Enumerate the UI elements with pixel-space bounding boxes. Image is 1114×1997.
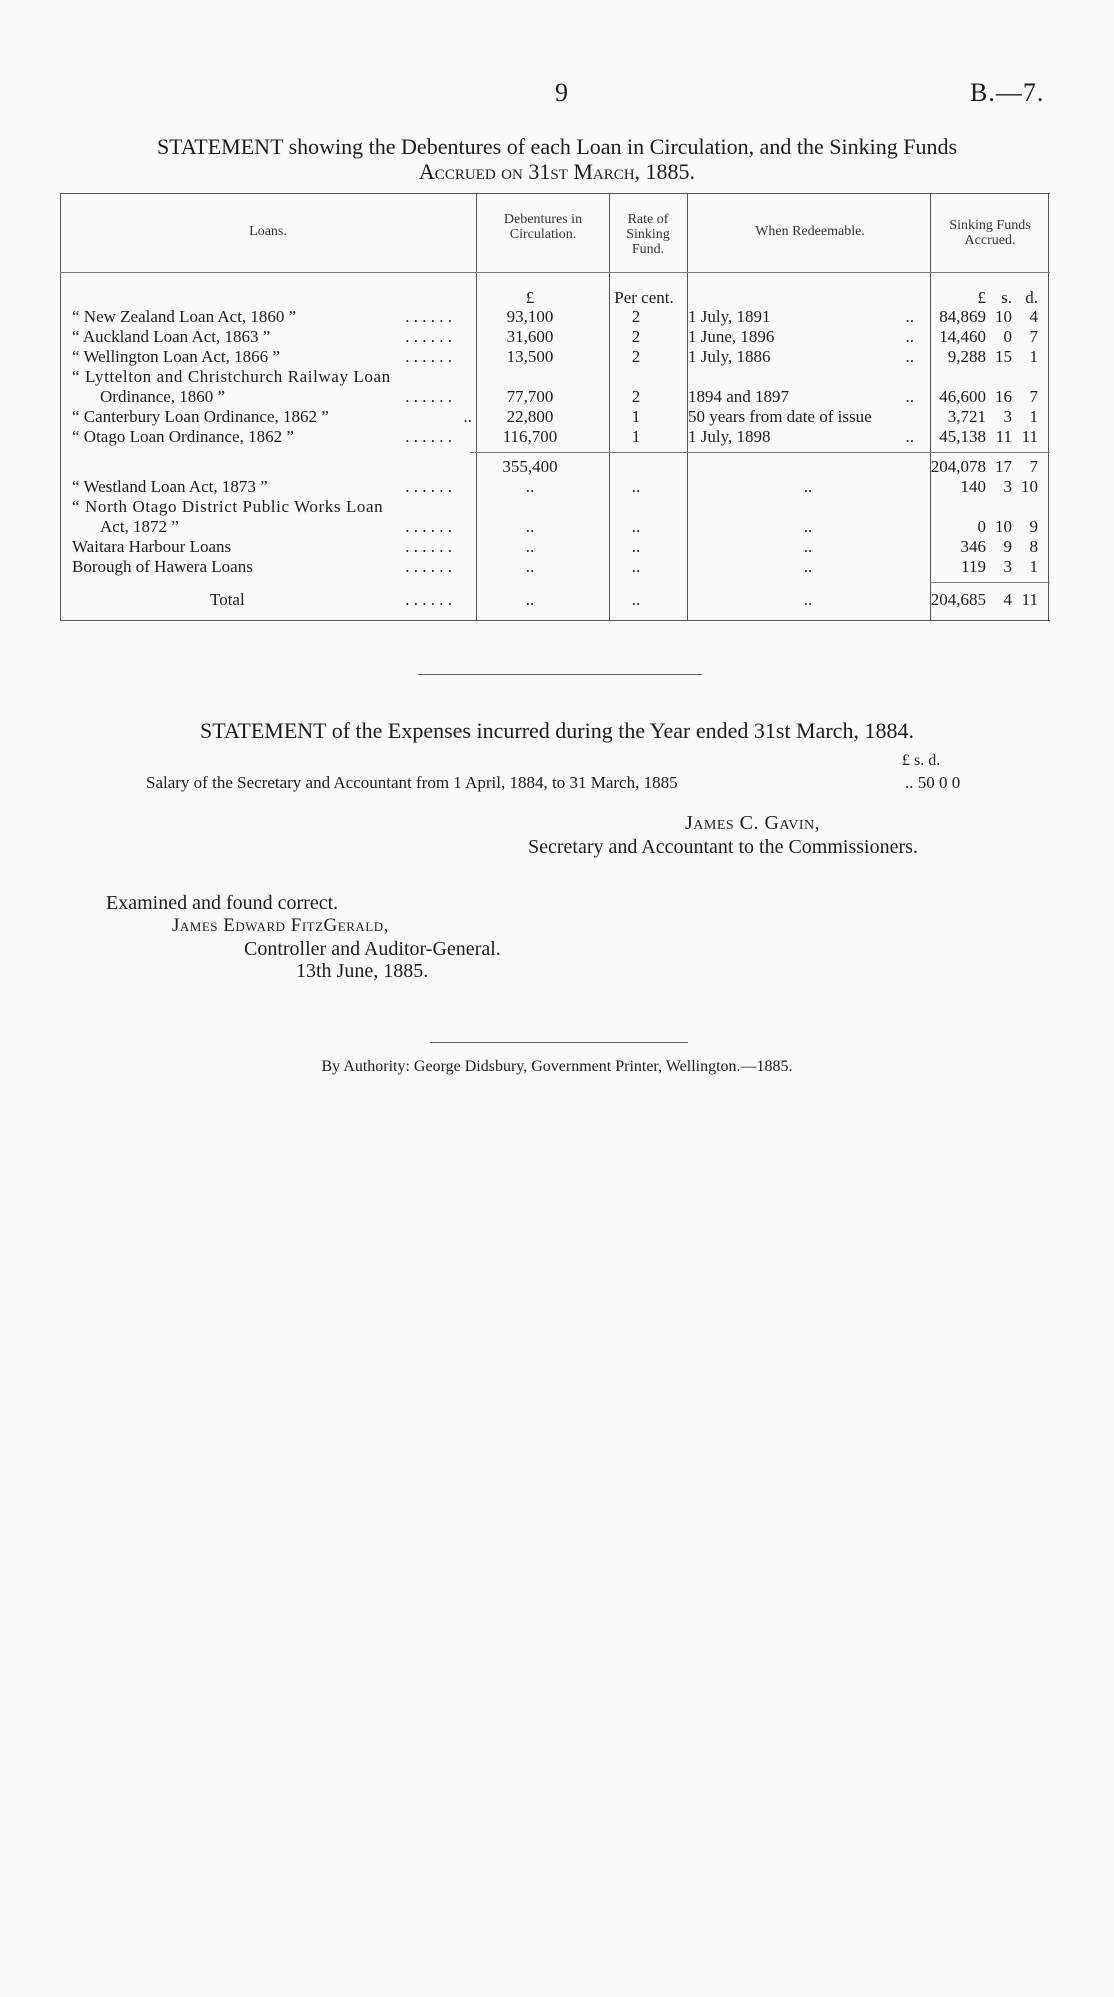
col-header-rate: Rate of Sinking Fund. [626,212,670,257]
loan-name: “ Canterbury Loan Ordinance, 1862 ” .. [72,407,472,426]
table-row [60,367,1050,387]
table-row [60,497,1050,517]
units-row: £ Per cent. £ s. d. [60,288,1050,308]
col-header-loans: Loans. [249,224,287,239]
lsd-header: £ s. d. [902,752,941,769]
examined-date: 13th June, 1885. [296,960,429,982]
printer-imprint: By Authority: George Didsbury, Government Printer, Wellington.—1885. [321,1058,793,1075]
leader: .. [631,517,641,536]
col-header-sinking: Sinking Funds Accrued. [949,218,1031,248]
leader: .. [631,537,641,556]
loan-name-line1: “ Lyttelton and Christchurch Railway Loan [72,367,391,386]
auditor-name: James Edward FitzGerald, [172,915,389,936]
page-number: 9 [555,78,568,107]
footer-divider [430,1042,688,1043]
loan-name-line1: “ North Otago District Public Works Loan [72,497,384,516]
leader: .. [631,557,641,576]
debentures-value: 93,100 [506,307,554,326]
redeemable-value: 1 July, 1886 .. [688,347,914,366]
redeemable-value: 1 June, 1896 .. [688,327,914,346]
loan-name: “ New Zealand Loan Act, 1860 ” . . . . . . [72,307,452,326]
col-header-when: When Redeemable. [755,224,865,239]
loan-name: “ Otago Loan Ordinance, 1862 ” . . . . . . [72,427,452,446]
rate-value: 1 [631,427,641,446]
leader: .. [631,477,641,496]
auditor-title: Controller and Auditor-General. [244,938,501,960]
leader: .. [525,590,535,609]
debentures-value: 22,800 [506,407,554,426]
total-label: Total . . . . . . [210,590,452,609]
loan-name: Ordinance, 1860 ” . . . . . . [100,387,452,406]
document-reference: B.—7. [970,78,1045,107]
debentures-value: 116,700 [502,427,558,446]
leader: .. [803,537,813,556]
debentures-value: 77,700 [506,387,554,406]
rate-value: 1 [631,407,641,426]
secretary-name: James C. Gavin, [685,812,821,834]
unit-pounds: £ [525,288,535,307]
table-row: Act, 1872 ” . . . . . . .. .. .. 0 10 9 [100,517,1038,536]
loan-name: Act, 1872 ” . . . . . . [100,517,452,536]
table-row: “ New Zealand Loan Act, 1860 ” . . . . . . 93,100 2 1 July, 1891 .. 84,869 10 4 [72,307,1038,326]
debentures-subtotal: 355,400 [502,457,558,476]
table-row: “ Auckland Loan Act, 1863 ” . . . . . . 31,600 2 1 June, 1896 .. 14,460 0 7 [72,327,1038,346]
loan-name: Waitara Harbour Loans . . . . . . [72,537,452,556]
leader: .. [803,517,813,536]
leader: .. [803,590,813,609]
total-row: Total . . . . . . .. .. .. 204,685 4 11 [210,590,1038,609]
table-row: Ordinance, 1860 ” . . . . . . 77,700 2 1894 and 1897 .. 46,600 16 7 [100,387,1038,406]
leader: .. [803,557,813,576]
leader: .. [525,517,535,536]
header-rule [60,272,1050,273]
table-row: Waitara Harbour Loans . . . . . . .. .. .. 346 9 8 [72,537,1038,556]
table-row: “ Canterbury Loan Ordinance, 1862 ” .. 22,800 1 50 years from date of issue 3,721 3 1 [72,407,1038,426]
examined-text: Examined and found correct. [106,892,339,914]
total-rule [930,582,1050,583]
loan-name: Borough of Hawera Loans . . . . . . [72,557,452,576]
table-row: Borough of Hawera Loans . . . . . . .. .. .. 119 3 1 [72,557,1038,576]
salary-amount: .. 50 0 0 [905,773,961,792]
salary-label: Salary of the Secretary and Accountant from 1 April, 1884, to 31 March, 1885 [146,773,678,792]
rate-value: 2 [631,347,641,366]
col-header-debentures: Debentures in Circulation. [503,212,583,242]
loan-name: “ Wellington Loan Act, 1866 ” . . . . . . [72,347,452,366]
leader: .. [525,557,535,576]
table-row: “ Wellington Loan Act, 1866 ” . . . . . . 13,500 2 1 July, 1886 .. 9,288 15 1 [72,347,1038,366]
rate-value: 2 [631,387,641,406]
rate-value: 2 [631,327,641,346]
redeemable-value: 50 years from date of issue [688,407,872,426]
leader: .. [803,477,813,496]
secretary-title: Secretary and Accountant to the Commissioners. [528,836,918,858]
redeemable-value: 1894 and 1897 .. [688,387,914,406]
unit-percent: Per cent. [614,288,674,307]
debentures-value: 31,600 [506,327,554,346]
table-row: “ Otago Loan Ordinance, 1862 ” . . . . . . 116,700 1 1 July, 1898 .. 45,138 11 11 [72,427,1038,446]
loan-name: “ Westland Loan Act, 1873 ” . . . . . . [72,477,452,496]
debentures-value: 13,500 [506,347,554,366]
loan-name: “ Auckland Loan Act, 1863 ” . . . . . . [72,327,452,346]
redeemable-value: 1 July, 1891 .. [688,307,914,326]
redeemable-value: 1 July, 1898 .. [688,427,914,446]
expenses-title: STATEMENT of the Expenses incurred during the Year ended 31st March, 1884. [200,718,914,743]
rate-value: 2 [631,307,641,326]
section-divider [418,674,702,675]
leader: .. [631,590,641,609]
statement-title [60,134,1054,184]
statement-title-line2: Accrued on 31st March, 1885. [418,159,696,184]
subtotal-row: 355,400 204,078 17 7 [60,457,1050,477]
table-row: “ Westland Loan Act, 1873 ” . . . . . . .. .. .. 140 3 10 [72,477,1038,496]
loans-table [60,193,1050,621]
statement-title-line1: STATEMENT showing the Debentures of each Loan in Circulation, and the Sinking Funds [156,134,958,159]
leader: .. [525,537,535,556]
leader: .. [525,477,535,496]
subtotal-rule [470,452,1050,453]
